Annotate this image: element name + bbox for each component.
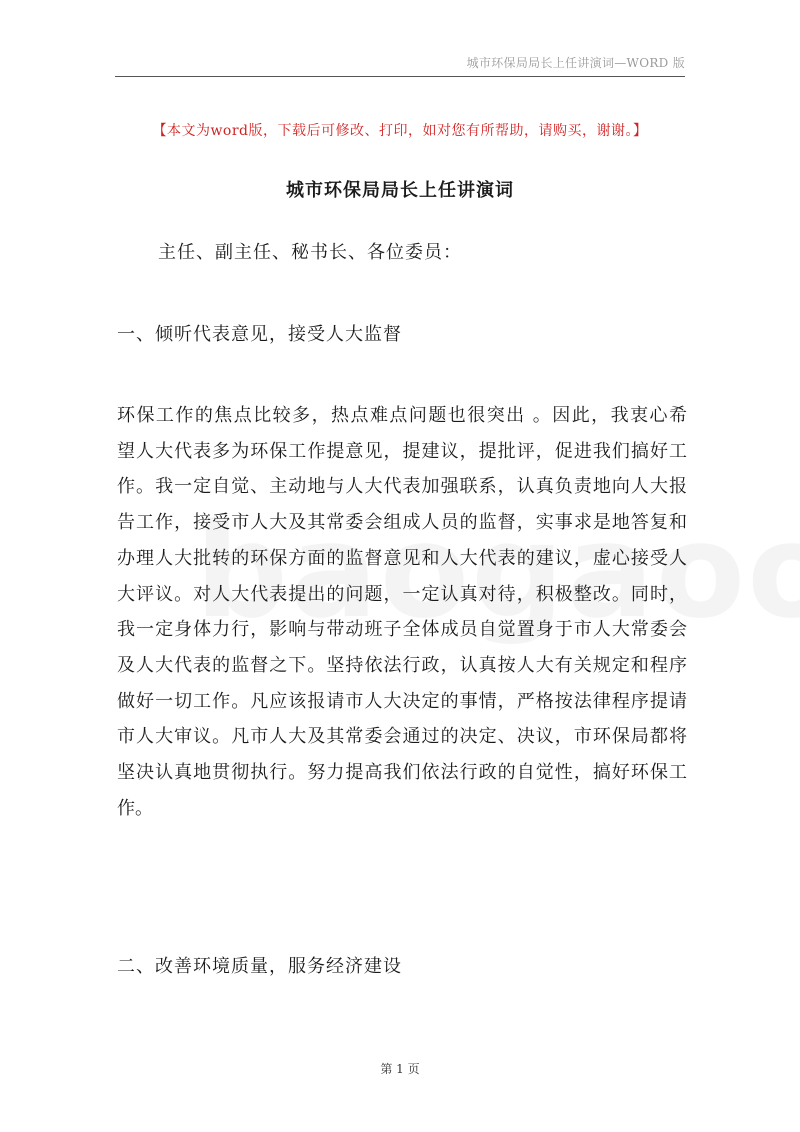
paragraph-line: 望人大代表多为环保工作提意见，提建议，提批评，促进我们搞好工 [117,440,687,462]
paragraph-line: 大评议。对人大代表提出的问题，一定认真对待，积极整改。同时， [117,583,687,605]
section-heading-2: 二、改善环境质量，服务经济建设 [117,956,402,977]
document-title: 城市环保局局长上任讲演词 [286,180,514,201]
salutation: 主任、副主任、秘书长、各位委员： [158,242,462,263]
section-1-paragraph [117,398,687,826]
paragraph-line: 做好一切工作。凡应该报请市人大决定的事情，严格按法律程序提请 [117,690,687,712]
purchase-notice: 【本文为word版，下载后可修改、打印，如对您有所帮助，请购买，谢谢。】 [152,123,648,139]
header-divider [115,76,685,77]
paragraph-line: 告工作，接受市人大及其常委会组成人员的监督，实事求是地答复和 [117,512,687,534]
paragraph-line: 坚决认真地贯彻执行。努力提高我们依法行政的自觉性，搞好环保工 [117,762,687,784]
paragraph-line: 作。 [117,797,153,819]
paragraph-line: 及人大代表的监督之下。坚持依法行政，认真按人大有关规定和程序 [117,654,687,676]
paragraph-line: 市人大审议。凡市人大及其常委会通过的决定、决议，市环保局都将 [117,726,687,748]
paragraph-line: 我一定身体力行，影响与带动班子全体成员自觉置身于市人大常委会 [117,619,687,641]
running-header: 城市环保局局长上任讲演词—WORD 版 [466,56,685,70]
paragraph-line: 办理人大批转的环保方面的监督意见和人大代表的建议，虚心接受人 [117,547,687,569]
section-heading-1: 一、倾听代表意见，接受人大监督 [117,324,402,345]
paragraph-line: 作。我一定自觉、主动地与人大代表加强联系，认真负责地向人大报 [117,476,687,498]
page-number: 第 1 页 [380,1062,420,1076]
paragraph-line: 环保工作的焦点比较多，热点难点问题也很突出 。因此，我衷心希 [117,405,687,426]
